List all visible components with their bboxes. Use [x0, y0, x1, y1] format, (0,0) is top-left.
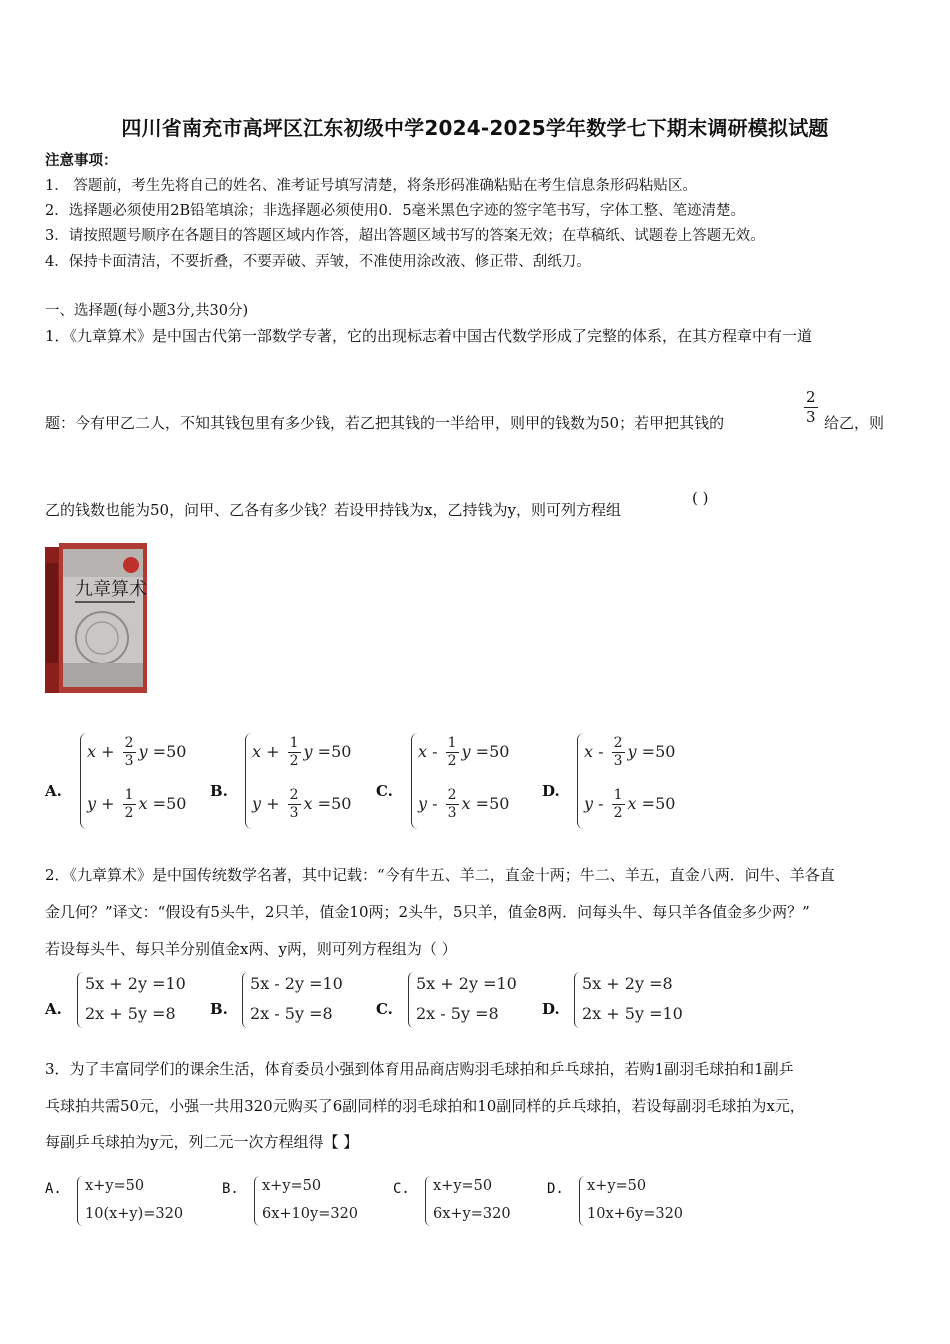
- q1-inline-fraction: [804, 388, 818, 427]
- equation-operator: -: [427, 794, 443, 813]
- q3-option-label: C.: [393, 1181, 410, 1197]
- q3-line-3: 每副乒乓球拍为y元，列二元一次方程组得【 】: [45, 1133, 359, 1151]
- equation-fraction: [612, 735, 625, 770]
- q2-option-brace: [408, 972, 414, 1028]
- q3-option-equation: 10x+6y=320: [587, 1206, 684, 1222]
- equation-fraction: [446, 735, 459, 770]
- q3-option-label: D.: [547, 1181, 564, 1197]
- equation-rhs: =50: [470, 794, 510, 813]
- q1-option-equation: [584, 787, 675, 822]
- q1-line-2b: 给乙，则: [824, 414, 885, 432]
- q3-option-brace: [254, 1176, 260, 1226]
- q3-line-2: 乓球拍共需50元，小强一共用320元购买了6副同样的羽毛球拍和10副同样的乒乓球拍，若设每副羽毛球拍为x元，: [45, 1097, 805, 1115]
- equation-variable: x: [87, 742, 97, 761]
- equation-operator: +: [261, 794, 285, 813]
- q2-option-label: B.: [210, 1000, 228, 1018]
- fraction-denominator: 2: [613, 805, 623, 821]
- equation-operator: -: [427, 742, 443, 761]
- q2-option-equation: 5x + 2y =10: [85, 974, 186, 993]
- equation-rhs: =50: [147, 794, 187, 813]
- notes-heading: 注意事项：: [45, 152, 118, 169]
- equation-rhs: =50: [312, 742, 352, 761]
- q1-line-1: 1．《九章算术》是中国古代第一部数学专著，它的出现标志着中国古代数学形成了完整的体系，在其方程章中有一道: [45, 327, 813, 345]
- q1-option-equation: [252, 787, 351, 822]
- q1-option-equation: [418, 735, 509, 770]
- page-title: 四川省南充市高坪区江东初级中学2024-2025学年数学七下期末调研模拟试题: [121, 116, 829, 140]
- equation-variable: x: [418, 742, 428, 761]
- q3-option-equation: x+y=50: [433, 1178, 493, 1194]
- equation-operator: +: [96, 794, 120, 813]
- equation-fraction: [612, 787, 625, 822]
- q2-option-brace: [242, 972, 248, 1028]
- q3-line-1: 3．为了丰富同学们的课余生活，体育委员小强到体育用品商店购羽毛球拍和乒乓球拍，若购1副羽毛球拍和1副乒: [45, 1060, 794, 1078]
- equation-variable: y: [303, 742, 313, 761]
- q2-option-equation: 2x + 5y =10: [582, 1004, 683, 1023]
- equation-operator: +: [261, 742, 285, 761]
- q2-line-2: 金几何？”译文：“假设有5头牛，2只羊，值金10两；2头牛，5只羊，值金8两．问每头牛、每只羊各值金多少两？”: [45, 903, 810, 921]
- q2-line-3: 若设每头牛、每只羊分别值金x两、y两，则可列方程组为（ ）: [45, 940, 457, 958]
- q3-option-label: B.: [222, 1181, 239, 1197]
- equation-variable: x: [584, 742, 594, 761]
- q1-option-equation: [87, 735, 186, 770]
- equation-variable: y: [418, 794, 428, 813]
- q2-option-label: C.: [376, 1000, 393, 1018]
- q1-answer-paren: ( ): [692, 489, 709, 507]
- q3-option-brace: [77, 1176, 83, 1226]
- q1-frac-num: 2: [806, 388, 816, 406]
- equation-variable: y: [252, 794, 262, 813]
- q3-option-equation: x+y=50: [587, 1178, 647, 1194]
- q1-line-2: [45, 412, 724, 434]
- q1-option-equation: [584, 735, 675, 770]
- fraction-numerator: 1: [447, 735, 457, 751]
- equation-operator: -: [593, 742, 609, 761]
- equation-variable: x: [303, 794, 313, 813]
- q2-option-equation: 2x + 5y =8: [85, 1004, 176, 1023]
- q1-option-label: D.: [542, 782, 560, 800]
- equation-rhs: =50: [636, 794, 676, 813]
- q2-option-equation: 5x + 2y =10: [416, 974, 517, 993]
- equation-fraction: [288, 735, 301, 770]
- note-item-3: 3．请按照题号顺序在各题目的答题区域内作答，超出答题区域书写的答案无效；在草稿纸、试题卷上答题无效。: [45, 228, 765, 244]
- q1-option-brace: [577, 733, 584, 829]
- equation-operator: -: [593, 794, 609, 813]
- fraction-numerator: 2: [289, 787, 299, 803]
- section-heading: 一、选择题(每小题3分,共30分): [45, 303, 249, 319]
- q2-line-1: 2．《九章算术》是中国传统数学名著，其中记载：“今有牛五、羊二，直金十两；牛二、羊五，直金八两．问牛、羊各直: [45, 866, 835, 884]
- q1-option-equation: [418, 787, 509, 822]
- equation-rhs: =50: [312, 794, 352, 813]
- equation-rhs: =50: [147, 742, 187, 761]
- q1-line-3: 乙的钱数也能为50，问甲、乙各有多少钱？若设甲持钱为x，乙持钱为y，则可列方程组: [45, 501, 622, 519]
- q3-option-brace: [425, 1176, 431, 1226]
- q1-option-equation: [252, 735, 351, 770]
- equation-fraction: [123, 735, 136, 770]
- q3-option-label: A.: [45, 1181, 62, 1197]
- equation-variable: y: [584, 794, 594, 813]
- q2-option-label: A.: [45, 1000, 62, 1018]
- book-cover-image: [45, 543, 147, 693]
- fraction-denominator: 2: [289, 753, 299, 769]
- fraction-denominator: 3: [613, 753, 623, 769]
- q1-option-equation: [87, 787, 186, 822]
- fraction-numerator: 2: [613, 735, 623, 751]
- q3-option-equation: 6x+y=320: [433, 1206, 511, 1222]
- equation-variable: y: [138, 742, 148, 761]
- equation-fraction: [446, 787, 459, 822]
- q3-option-equation: x+y=50: [262, 1178, 322, 1194]
- q1-frac-den: 3: [806, 408, 816, 426]
- q1-option-label: B.: [210, 782, 228, 800]
- q1-option-label: A.: [45, 782, 62, 800]
- fraction-numerator: 1: [613, 787, 623, 803]
- fraction-numerator: 1: [289, 735, 299, 751]
- note-item-4: 4．保持卡面清洁，不要折叠，不要弄破、弄皱，不准使用涂改液、修正带、刮纸刀。: [45, 254, 591, 270]
- fraction-denominator: 2: [124, 805, 134, 821]
- q3-option-equation: 10(x+y)=320: [85, 1206, 184, 1222]
- fraction-denominator: 2: [447, 753, 457, 769]
- q2-option-brace: [77, 972, 83, 1028]
- equation-variable: x: [252, 742, 262, 761]
- q1-option-brace: [411, 733, 418, 829]
- equation-variable: x: [138, 794, 148, 813]
- equation-variable: y: [627, 742, 637, 761]
- equation-fraction: [288, 787, 301, 822]
- q2-option-equation: 2x - 5y =8: [416, 1004, 499, 1023]
- q3-option-equation: x+y=50: [85, 1178, 145, 1194]
- q2-option-equation: 5x - 2y =10: [250, 974, 343, 993]
- fraction-denominator: 3: [124, 753, 134, 769]
- fraction-numerator: 2: [447, 787, 457, 803]
- equation-rhs: =50: [636, 742, 676, 761]
- equation-operator: +: [96, 742, 120, 761]
- equation-variable: x: [461, 794, 471, 813]
- fraction-denominator: 3: [289, 805, 299, 821]
- q2-option-brace: [574, 972, 580, 1028]
- equation-rhs: =50: [470, 742, 510, 761]
- equation-variable: x: [627, 794, 637, 813]
- equation-variable: y: [461, 742, 471, 761]
- note-item-1: 1． 答题前，考生先将自己的姓名、准考证号填写清楚，将条形码准确粘贴在考生信息条形码粘贴区。: [45, 178, 697, 194]
- fraction-numerator: 2: [124, 735, 134, 751]
- fraction-denominator: 3: [447, 805, 457, 821]
- q2-option-label: D.: [542, 1000, 560, 1018]
- q1-option-label: C.: [376, 782, 393, 800]
- equation-variable: y: [87, 794, 97, 813]
- q3-option-brace: [579, 1176, 585, 1226]
- fraction-numerator: 1: [124, 787, 134, 803]
- equation-fraction: [123, 787, 136, 822]
- q2-option-equation: 5x + 2y =8: [582, 974, 673, 993]
- q1-line-2a: 题：今有甲乙二人，不知其钱包里有多少钱，若乙把其钱的一半给甲，则甲的钱数为50；若甲把其钱的: [45, 414, 725, 432]
- note-item-2: 2．选择题必须使用2B铅笔填涂；非选择题必须使用0．5毫米黑色字迹的签字笔书写，字体工整、笔迹清楚。: [45, 203, 746, 219]
- q2-option-equation: 2x - 5y =8: [250, 1004, 333, 1023]
- q1-option-brace: [80, 733, 87, 829]
- q1-option-brace: [245, 733, 252, 829]
- q3-option-equation: 6x+10y=320: [262, 1206, 359, 1222]
- book-title-text: 九章算术: [75, 579, 147, 600]
